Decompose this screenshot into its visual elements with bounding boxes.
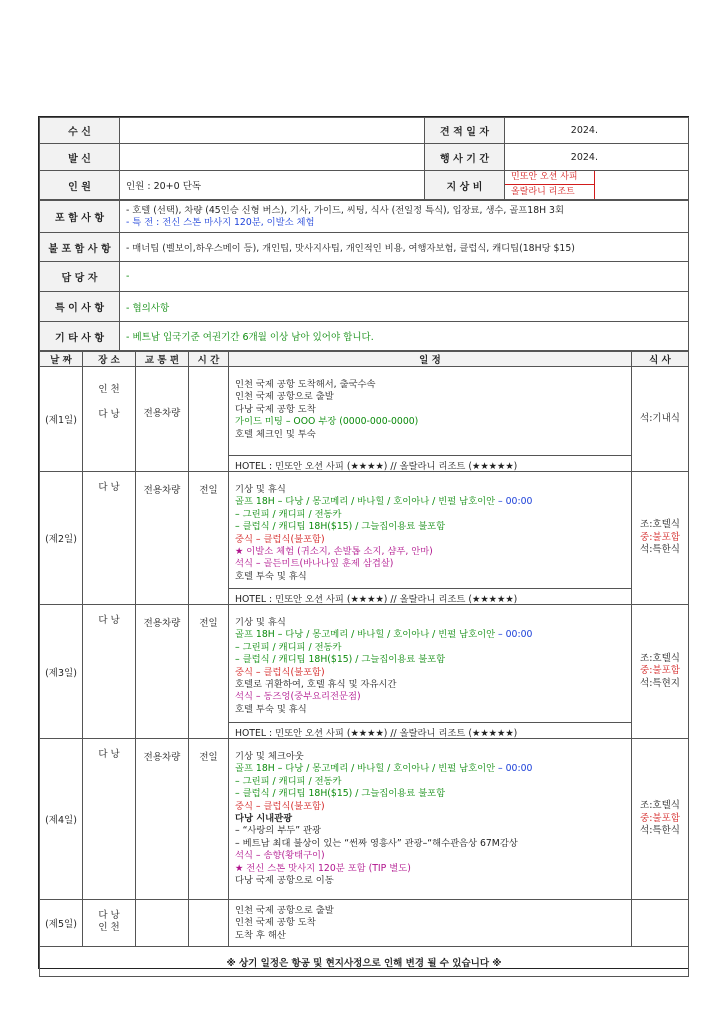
itinerary-line-text: 인천 국제 공항 도착해서, 출국수속 — [235, 379, 376, 390]
itinerary-line-text: 중식 – 클럽식(불포함) — [235, 800, 325, 812]
itinerary-line — [235, 788, 625, 800]
col-time-header: 시 간 — [189, 352, 229, 367]
itinerary-line-text: 기상 및 휴식 — [235, 617, 286, 628]
place-name: 인 천 — [98, 384, 120, 395]
itinerary-line — [235, 429, 625, 441]
day-transport: 전용차량 — [136, 605, 189, 739]
quote-info-table — [39, 200, 689, 351]
itinerary-line-text: 중식 – 클럽식(불포함) — [235, 533, 325, 545]
quote-header-table — [39, 117, 689, 200]
meal-item: 조:호텔식 — [640, 800, 680, 812]
day-time: 전일 — [189, 472, 229, 605]
notes-label: 특 이 사 항 — [40, 292, 120, 322]
itinerary-line — [235, 704, 625, 716]
itinerary-line-text: 인천 국제 공항으로 출발 — [235, 391, 334, 403]
day-places — [83, 605, 136, 739]
tee-time: – 00:00 — [495, 629, 533, 641]
people-label: 인 원 — [40, 171, 120, 200]
itinerary-line-text: 호텔 투숙 및 휴식 — [235, 703, 307, 715]
quotation-document — [38, 116, 689, 969]
itinerary-line-text: 인천 국제 공항 도착 — [235, 917, 316, 929]
itinerary-line — [235, 838, 625, 850]
itinerary-line — [235, 776, 625, 788]
itinerary-line — [235, 875, 625, 887]
itinerary-line-text: – 그린피 / 캐디피 / 전동카 — [235, 508, 342, 520]
meal-item: 중:불포함 — [640, 812, 680, 824]
itinerary-line — [235, 825, 625, 837]
day-itinerary — [229, 472, 632, 605]
day-itinerary — [229, 605, 632, 739]
col-transport-header: 교 통 편 — [136, 352, 189, 367]
itinerary-line — [235, 642, 625, 654]
itinerary-line-text: – 클럽식 / 캐디팁 18H($15) / 그늘집이용료 불포함 — [235, 521, 446, 533]
itinerary-line — [235, 801, 625, 813]
itinerary-line — [235, 391, 625, 403]
itinerary-line-text: 호텔 투숙 및 휴식 — [235, 570, 307, 582]
recipient-label: 수 신 — [40, 118, 120, 144]
itinerary-line — [235, 546, 625, 558]
itinerary-line — [235, 917, 625, 929]
place-name: 다 낭 — [98, 482, 120, 493]
place-name: 인 천 — [98, 922, 120, 934]
itinerary-line-text: 가이드 미팅 – OOO 부장 (0000-000-0000) — [235, 416, 419, 428]
day-time: 전일 — [189, 605, 229, 739]
meal-item: 석:특한식 — [640, 544, 680, 556]
day-label: (제1일) — [40, 367, 83, 472]
itinerary-line-text: 다낭 시내관광 — [235, 813, 293, 825]
itinerary-line — [235, 617, 625, 629]
itinerary-line — [235, 691, 625, 703]
event-period-value[interactable]: 2024. — [505, 144, 689, 171]
sender-label: 발 신 — [40, 144, 120, 171]
day-itinerary — [229, 739, 632, 900]
place-name: 다 낭 — [98, 749, 120, 760]
day-transport: 전용차량 — [136, 367, 189, 472]
day-meals — [632, 739, 689, 900]
excluded-label: 불 포 함 사 항 — [40, 233, 120, 262]
itinerary-line — [235, 509, 625, 521]
col-itinerary-header: 일 정 — [229, 352, 632, 367]
itinerary-line — [235, 930, 625, 942]
notes-value: - 협의사항 — [120, 292, 689, 322]
included-line-2: - 특 전 : 전신 스톤 마사지 120분, 이발소 체험 — [126, 216, 315, 228]
itinerary-line — [235, 416, 625, 428]
hotel-line: HOTEL : 민또안 오션 사피 (★★★★) // 올랄라니 리조트 (★★★★★) — [229, 588, 631, 604]
day-meals — [632, 472, 689, 605]
day-row — [40, 739, 689, 900]
itinerary-line-text: 골프 18H – 다낭 / 몽고메리 / 바나힐 / 호이아나 / 빈펄 남호이안 — [235, 629, 496, 641]
meal-item: 중:불포함 — [640, 665, 680, 677]
itinerary-line — [235, 496, 625, 508]
meal-item: 석:기내식 — [640, 412, 680, 424]
day-row — [40, 472, 689, 605]
day-label: (제4일) — [40, 739, 83, 900]
day-itinerary — [229, 900, 632, 947]
day-places — [83, 367, 136, 472]
itinerary-line-text: ★ 이발소 체험 (귀소지, 손발톱 소지, 샴푸, 안마) — [235, 546, 433, 558]
land-cost-hotel-1: 민또안 오션 사피 — [505, 171, 595, 185]
itinerary-line-text: 도착 후 해산 — [235, 929, 286, 941]
other-value: - 베트남 입국기준 여권기간 6개월 이상 남아 있어야 합니다. — [120, 322, 689, 351]
excluded-value: - 매너팁 (벨보이,하우스메이 등), 개인팁, 맛사지사팁, 개인적인 비용, 여행자보험, 클럽식, 캐디팁(18H당 $15) — [120, 233, 689, 262]
day-meals — [632, 605, 689, 739]
itinerary-line-text: – 그린피 / 캐디피 / 전동카 — [235, 641, 342, 653]
itinerary-line — [235, 763, 625, 775]
footer-note: ※ 상기 일정은 항공 및 현지사정으로 인해 변경 될 수 있습니다 ※ — [40, 947, 689, 977]
meal-item: 조:호텔식 — [640, 652, 680, 664]
day-row — [40, 367, 689, 472]
itinerary-line-text: 석식 – 골든미트(바나나잎 훈제 삼겹살) — [235, 558, 394, 570]
place-name: 다 낭 — [98, 615, 120, 626]
col-date-header: 날 짜 — [40, 352, 83, 367]
itinerary-line — [235, 521, 625, 533]
itinerary-line — [235, 379, 625, 391]
itinerary-line — [235, 571, 625, 583]
itinerary-line-text: 기상 및 휴식 — [235, 484, 286, 495]
quote-date-value[interactable]: 2024. — [505, 118, 689, 144]
day-row — [40, 900, 689, 947]
itinerary-line — [235, 751, 625, 763]
day-places — [83, 900, 136, 947]
itinerary-line — [235, 905, 625, 917]
day-transport — [136, 900, 189, 947]
land-cost-label: 지 상 비 — [425, 171, 505, 200]
itinerary-line — [235, 558, 625, 570]
manager-label: 담 당 자 — [40, 262, 120, 292]
schedule-body — [40, 367, 689, 947]
place-name: 다 낭 — [98, 409, 120, 420]
col-meals-header: 식 사 — [632, 352, 689, 367]
day-label: (제5일) — [40, 900, 83, 947]
included-value — [120, 201, 689, 233]
itinerary-line — [235, 679, 625, 691]
day-itinerary — [229, 367, 632, 472]
itinerary-line-text: – 베트남 최대 불상이 있는 “썬짜 영흥사” 관광–“해수관음상 67M감상 — [235, 837, 518, 849]
day-transport: 전용차량 — [136, 472, 189, 605]
tee-time: – 00:00 — [495, 763, 533, 775]
meal-item: 중:불포함 — [640, 531, 680, 543]
day-time: 전일 — [189, 739, 229, 900]
schedule-table — [39, 351, 689, 977]
itinerary-line — [235, 863, 625, 875]
itinerary-line-text: 석식 – 송향(황태구이) — [235, 850, 325, 862]
included-label: 포 함 사 항 — [40, 201, 120, 233]
land-cost-value — [505, 171, 689, 200]
meal-item: 조:호텔식 — [640, 519, 680, 531]
itinerary-line-text: 인천 국제 공항으로 출발 — [235, 905, 334, 916]
day-places — [83, 739, 136, 900]
recipient-value[interactable] — [120, 118, 425, 144]
day-meals — [632, 900, 689, 947]
itinerary-line-text: 호텔 체크인 및 투숙 — [235, 428, 316, 440]
itinerary-line-text: 기상 및 체크아웃 — [235, 751, 304, 762]
itinerary-line — [235, 667, 625, 679]
event-period-label: 행 사 기 간 — [425, 144, 505, 171]
day-transport: 전용차량 — [136, 739, 189, 900]
itinerary-line — [235, 629, 625, 641]
itinerary-line-text: 다낭 국제 공항 도착 — [235, 403, 316, 415]
itinerary-line — [235, 850, 625, 862]
tee-time: – 00:00 — [495, 496, 533, 508]
hotel-line: HOTEL : 민또안 오션 사피 (★★★★) // 올랄라니 리조트 (★★★★★) — [229, 455, 631, 471]
day-time — [189, 367, 229, 472]
itinerary-line-text: ★ 전신 스톤 맛사지 120분 포함 (TIP 별도) — [235, 862, 411, 874]
itinerary-line-text: 다낭 국제 공항으로 이동 — [235, 875, 334, 887]
col-place-header: 장 소 — [83, 352, 136, 367]
day-label: (제3일) — [40, 605, 83, 739]
itinerary-line — [235, 484, 625, 496]
other-label: 기 타 사 항 — [40, 322, 120, 351]
meal-item: 석:특현지 — [640, 677, 680, 689]
manager-value[interactable]: - — [120, 262, 689, 292]
itinerary-line — [235, 534, 625, 546]
itinerary-line-text: 석식 – 동즈엉(중부요리전문점) — [235, 691, 361, 703]
itinerary-line-text: – 클럽식 / 캐디팁 18H($15) / 그늘집이용료 불포함 — [235, 654, 446, 666]
meal-item: 석:특한식 — [640, 825, 680, 837]
itinerary-line — [235, 813, 625, 825]
itinerary-line — [235, 404, 625, 416]
day-row — [40, 605, 689, 739]
itinerary-line-text: 골프 18H – 다낭 / 몽고메리 / 바나힐 / 호이아나 / 빈펄 남호이안 — [235, 763, 496, 775]
itinerary-line-text: 중식 – 클럽식(불포함) — [235, 666, 325, 678]
itinerary-line-text: – 클럽식 / 캐디팁 18H($15) / 그늘집이용료 불포함 — [235, 788, 446, 800]
place-name: 다 낭 — [98, 910, 120, 921]
itinerary-line-text: 호텔로 귀환하여, 호텔 휴식 및 자유시간 — [235, 679, 397, 691]
included-line-1: - 호텔 (선택), 차량 (45인승 신형 버스), 기사, 가이드, 씨팅, 식사 (전일정 특식), 입장료, 생수, 골프18H 3회 — [126, 204, 564, 216]
people-value[interactable]: 인원 : 20+0 단독 — [120, 171, 425, 200]
sender-value[interactable] — [120, 144, 425, 171]
itinerary-line-text: 골프 18H – 다낭 / 몽고메리 / 바나힐 / 호이아나 / 빈펄 남호이안 — [235, 496, 496, 508]
day-time — [189, 900, 229, 947]
itinerary-line — [235, 654, 625, 666]
day-meals — [632, 367, 689, 472]
hotel-line: HOTEL : 민또안 오션 사피 (★★★★) // 올랄라니 리조트 (★★★★★) — [229, 722, 631, 738]
day-label: (제2일) — [40, 472, 83, 605]
itinerary-line-text: – “사랑의 부두” 관광 — [235, 825, 322, 837]
day-places — [83, 472, 136, 605]
quote-date-label: 견 적 일 자 — [425, 118, 505, 144]
land-cost-hotel-2: 올랄라니 리조트 — [505, 185, 595, 199]
itinerary-line-text: – 그린피 / 캐디피 / 전동카 — [235, 775, 342, 787]
